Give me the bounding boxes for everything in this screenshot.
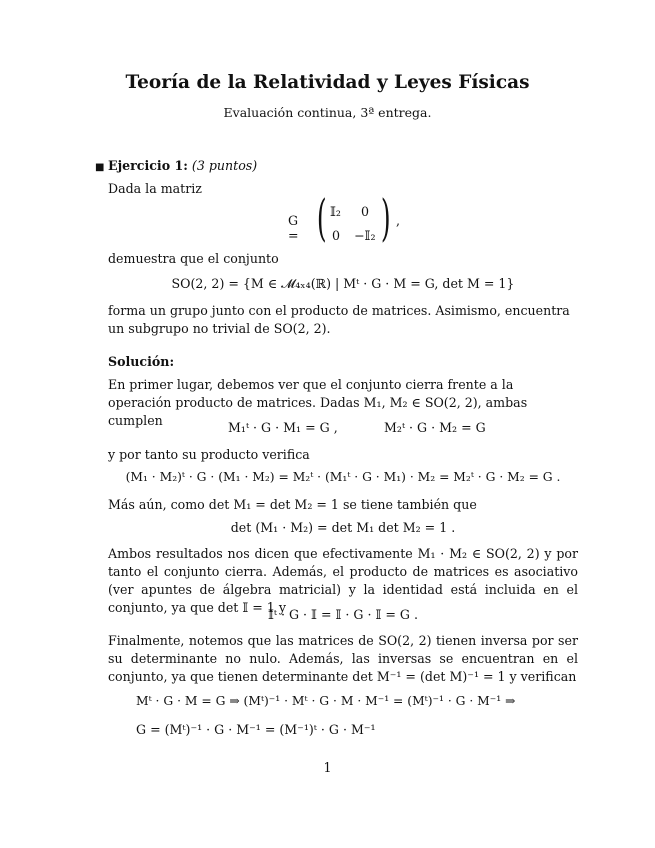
- equation: G = (Mᵗ)⁻¹ · G · M⁻¹ = (M⁻¹)ᵗ · G · M⁻¹: [136, 722, 376, 737]
- exercise-header: [108, 157, 578, 175]
- equation: M₂ᵗ · G · M₂ = G: [384, 420, 486, 435]
- equation: Mᵗ · G · M = G ⇒ (Mᵗ)⁻¹ · Mᵗ · G · M · M⁻¹ = (Mᵗ)⁻¹ · G · M⁻¹ ⇒: [136, 694, 516, 708]
- equation: M₁ᵗ · G · M₁ = G ,: [228, 420, 338, 435]
- document-subtitle: Evaluación continua, 3ª entrega.: [223, 105, 432, 120]
- page-number: 1: [323, 760, 332, 775]
- right-paren: ): [380, 189, 391, 247]
- equation: det (M₁ · M₂) = det M₁ det M₂ = 1 .: [230, 520, 456, 535]
- matrix-cell: 0: [361, 204, 370, 219]
- solution-paragraph: Más aún, como det M₁ = det M₂ = 1 se tiene también que: [108, 497, 477, 512]
- set-intro: demuestra que el conjunto: [108, 251, 279, 266]
- exercise-task: forma un grupo junto con el producto de matrices. Asimismo, encuentra un subgrupo no trivial de SO(2, 2).: [108, 303, 570, 336]
- bullet-icon: ■: [95, 162, 105, 173]
- exercise-points: (3 puntos): [191, 158, 258, 173]
- matrix-cell: 𝕀₂: [330, 204, 341, 219]
- left-paren: (: [316, 189, 327, 247]
- matrix-cell: −𝕀₂: [354, 228, 376, 243]
- solution-heading: Solución:: [108, 354, 175, 369]
- solution-paragraph: En primer lugar, debemos ver que el conjunto cierra frente a la operación producto de matrices. Dadas M₁, M₂ ∈ SO(2, 2), ambas cumplen: [108, 377, 528, 428]
- exercise-intro: Dada la matriz: [108, 181, 202, 196]
- solution-paragraph: y por tanto su producto verifica: [108, 447, 310, 462]
- equation: (M₁ · M₂)ᵗ · G · (M₁ · M₂) = M₂ᵗ · (M₁ᵗ · G · M₁) · M₂ = M₂ᵗ · G · M₂ = G .: [125, 470, 561, 484]
- solution-paragraph: Finalmente, notemos que las matrices de SO(2, 2) tienen inversa por ser su determinante no nulo. Además, las inversas se encuentran en el conjunto, ya que tienen determinante det M⁻¹ = (det M)⁻¹ = 1 y verifican: [108, 633, 578, 684]
- set-definition: SO(2, 2) = {M ∈ 𝓜₄ₓ₄(ℝ) | Mᵗ · G · M = G, det M = 1}: [171, 276, 515, 291]
- solution-paragraph: Ambos resultados nos dicen que efectivamente M₁ · M₂ ∈ SO(2, 2) y por tanto el conjunto cierra. Además, el producto de matrices es asociativo (ver apuntes de álgebra matricial) y la identidad está incluida en el conjunto, ya que det 𝕀 = 1 y: [108, 546, 578, 615]
- matrix-cell: 0: [332, 228, 341, 243]
- matrix-lhs: G =: [288, 213, 299, 243]
- exercise-label: Ejercicio 1:: [108, 158, 188, 173]
- matrix-trail: ,: [396, 213, 401, 228]
- document-title: Teoría de la Relatividad y Leyes Físicas: [125, 72, 530, 93]
- equation: 𝕀ᵗ · G · 𝕀 = 𝕀 · G · 𝕀 = G .: [267, 607, 418, 622]
